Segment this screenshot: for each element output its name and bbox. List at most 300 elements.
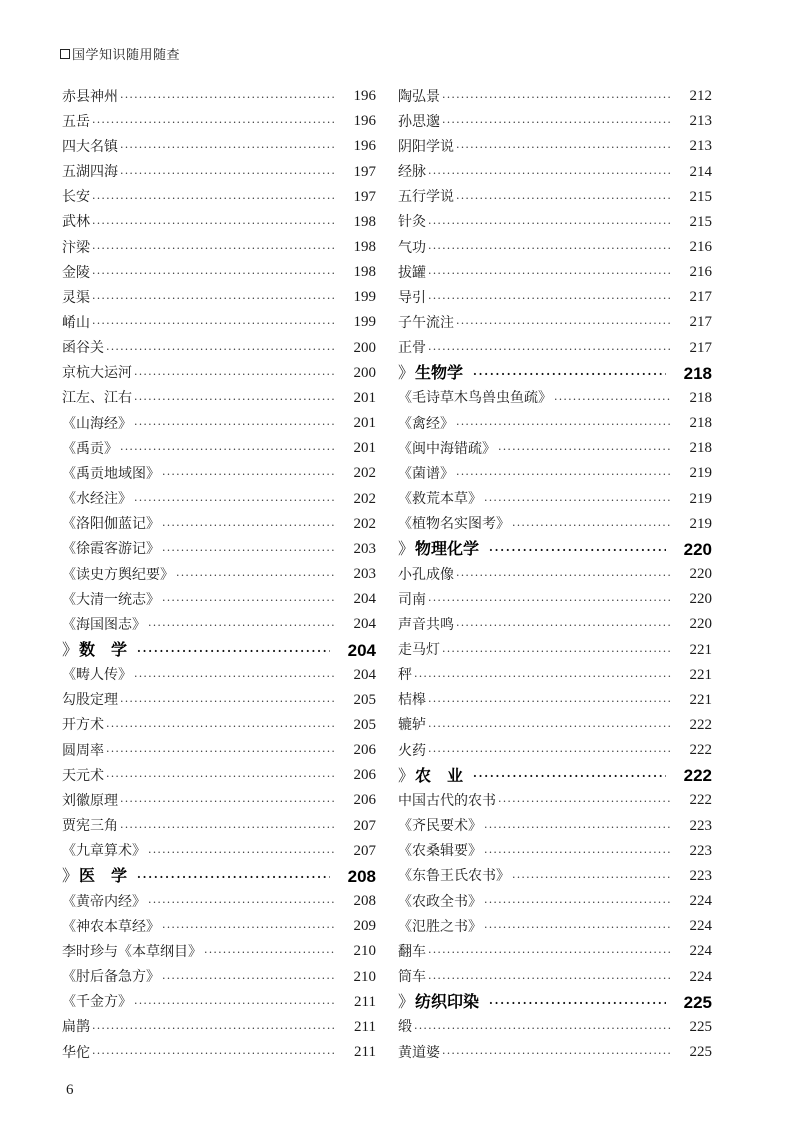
toc-entry[interactable] xyxy=(398,260,712,285)
toc-entry[interactable] xyxy=(398,864,712,889)
page-ref: 199 xyxy=(353,314,376,331)
toc-entry[interactable] xyxy=(62,788,376,813)
dot-leader xyxy=(428,947,672,958)
toc-entry[interactable] xyxy=(398,185,712,210)
toc-entry[interactable] xyxy=(398,436,712,461)
entry-title: 《山海经》 xyxy=(62,415,132,432)
page-ref: 224 xyxy=(689,968,712,985)
toc-entry[interactable] xyxy=(398,788,712,813)
entry-title: 《农政全书》 xyxy=(398,893,482,910)
page-ref: 220 xyxy=(689,591,712,608)
entry-title: 《海国图志》 xyxy=(62,616,146,633)
toc-entry[interactable] xyxy=(62,285,376,310)
dot-leader xyxy=(134,394,336,405)
toc-entry[interactable] xyxy=(62,612,376,637)
page-ref: 198 xyxy=(353,264,376,281)
page-ref: 223 xyxy=(689,842,712,859)
page-ref: 202 xyxy=(353,490,376,507)
toc-column-right xyxy=(398,84,712,1065)
entry-title: 汴梁 xyxy=(62,239,90,256)
dot-leader xyxy=(148,897,336,908)
toc-entry[interactable] xyxy=(398,512,712,537)
section-title-text: 纺织印染 xyxy=(415,992,480,1012)
dot-leader xyxy=(484,897,672,908)
toc-entry[interactable] xyxy=(62,461,376,486)
section-title-text: 生物学 xyxy=(415,363,464,383)
dot-leader xyxy=(137,872,330,883)
entry-title: 扁鹊 xyxy=(62,1019,90,1036)
page-ref: 203 xyxy=(353,540,376,557)
dot-leader xyxy=(92,1023,336,1034)
toc-entry[interactable] xyxy=(398,386,712,411)
dot-leader xyxy=(512,520,672,531)
dot-leader xyxy=(134,369,336,380)
toc-entry[interactable] xyxy=(398,1040,712,1065)
page-ref: 216 xyxy=(689,264,712,281)
dot-leader xyxy=(162,595,336,606)
entry-title: 《氾胜之书》 xyxy=(398,918,482,935)
toc-entry[interactable] xyxy=(398,713,712,738)
page-ref: 196 xyxy=(353,88,376,105)
page-ref: 223 xyxy=(689,867,712,884)
section-title xyxy=(398,994,479,1010)
dot-leader xyxy=(92,1048,336,1059)
page-ref: 206 xyxy=(353,742,376,759)
page-ref: 196 xyxy=(353,138,376,155)
page-ref: 222 xyxy=(689,792,712,809)
entry-title: 翻车 xyxy=(398,943,426,960)
toc-entry[interactable] xyxy=(398,562,712,587)
entry-title: 武林 xyxy=(62,214,90,231)
toc-entry[interactable] xyxy=(62,713,376,738)
page-ref: 224 xyxy=(689,943,712,960)
toc-entry[interactable] xyxy=(398,159,712,184)
dot-leader xyxy=(512,872,672,883)
dot-leader xyxy=(428,696,672,707)
toc-entry[interactable] xyxy=(62,260,376,285)
dot-leader xyxy=(473,771,666,782)
dot-leader xyxy=(120,444,336,455)
dot-leader xyxy=(120,796,336,807)
dot-leader xyxy=(134,671,336,682)
page-ref: 202 xyxy=(353,465,376,482)
toc-entry[interactable] xyxy=(62,1015,376,1040)
page-ref: 217 xyxy=(689,314,712,331)
toc-section-heading[interactable] xyxy=(398,990,712,1015)
toc-entry[interactable] xyxy=(398,487,712,512)
entry-title: 崤山 xyxy=(62,314,90,331)
page-ref: 209 xyxy=(353,918,376,935)
page-ref: 204 xyxy=(353,616,376,633)
page-ref: 197 xyxy=(353,188,376,205)
section-marker-icon: 》 xyxy=(398,539,415,559)
dot-leader xyxy=(428,721,672,732)
dot-leader xyxy=(456,570,672,581)
entry-title: 《禹贡地域图》 xyxy=(62,465,160,482)
page-ref: 200 xyxy=(353,364,376,381)
section-title-text: 物理化学 xyxy=(415,539,480,559)
page-ref: 197 xyxy=(353,163,376,180)
entry-title: 《九章算术》 xyxy=(62,843,146,860)
entry-title: 刘徽原理 xyxy=(62,792,118,809)
toc-entry[interactable] xyxy=(398,688,712,713)
page-ref: 196 xyxy=(353,113,376,130)
toc-entry[interactable] xyxy=(62,914,376,939)
dot-leader xyxy=(120,822,336,833)
page-ref: 218 xyxy=(689,415,712,432)
page-ref: 219 xyxy=(689,490,712,507)
dot-leader xyxy=(428,168,672,179)
entry-title: 灵渠 xyxy=(62,289,90,306)
section-marker-icon: 》 xyxy=(62,640,79,660)
entry-title: 《闽中海错疏》 xyxy=(398,440,496,457)
page-ref: 204 xyxy=(353,591,376,608)
toc-entry[interactable] xyxy=(398,285,712,310)
toc-entry[interactable] xyxy=(62,185,376,210)
toc-entry[interactable] xyxy=(62,134,376,159)
toc-entry[interactable] xyxy=(398,1015,712,1040)
toc-entry[interactable] xyxy=(62,336,376,361)
page-ref: 210 xyxy=(353,943,376,960)
dot-leader xyxy=(484,847,672,858)
page-ref: 224 xyxy=(689,893,712,910)
dot-leader xyxy=(92,268,336,279)
entry-title: 气功 xyxy=(398,239,426,256)
toc-entry[interactable] xyxy=(62,939,376,964)
entry-title: 江左、江右 xyxy=(62,390,132,407)
dot-leader xyxy=(484,495,672,506)
toc-section-heading[interactable] xyxy=(398,361,712,386)
dot-leader xyxy=(554,394,672,405)
page-ref: 206 xyxy=(353,792,376,809)
entry-title: 阴阳学说 xyxy=(398,138,454,155)
entry-title: 孙思邈 xyxy=(398,113,440,130)
entry-title: 拔罐 xyxy=(398,264,426,281)
toc-entry[interactable] xyxy=(398,637,712,662)
page-ref: 221 xyxy=(689,641,712,658)
entry-title: 赤县神州 xyxy=(62,88,118,105)
entry-title: 《禹贡》 xyxy=(62,440,118,457)
toc-entry[interactable] xyxy=(62,84,376,109)
dot-leader xyxy=(428,973,672,984)
toc-entry[interactable] xyxy=(62,512,376,537)
entry-title: 桔槔 xyxy=(398,692,426,709)
dot-leader xyxy=(442,646,672,657)
toc-entry[interactable] xyxy=(62,411,376,436)
toc-entry[interactable] xyxy=(62,814,376,839)
dot-leader xyxy=(137,646,330,657)
page-ref: 204 xyxy=(347,640,376,660)
toc-entry[interactable] xyxy=(62,537,376,562)
dot-leader xyxy=(162,520,336,531)
dot-leader xyxy=(456,318,672,329)
toc-entry[interactable] xyxy=(398,336,712,361)
dot-leader xyxy=(484,822,672,833)
toc-entry[interactable] xyxy=(62,210,376,235)
entry-title: 《读史方舆纪要》 xyxy=(62,566,174,583)
dot-leader xyxy=(498,444,672,455)
entry-title: 陶弘景 xyxy=(398,88,440,105)
page-ref: 211 xyxy=(354,993,376,1010)
page-ref: 206 xyxy=(353,767,376,784)
toc-entry[interactable] xyxy=(62,562,376,587)
toc-entry[interactable] xyxy=(398,587,712,612)
toc-entry[interactable] xyxy=(398,134,712,159)
entry-title: 《洛阳伽蓝记》 xyxy=(62,516,160,533)
page-ref: 215 xyxy=(689,188,712,205)
toc-entry[interactable] xyxy=(398,889,712,914)
toc-section-heading[interactable] xyxy=(62,864,376,889)
page-ref: 220 xyxy=(683,539,712,559)
page-ref: 218 xyxy=(689,440,712,457)
toc-entry[interactable] xyxy=(62,688,376,713)
dot-leader xyxy=(162,469,336,480)
page-ref: 219 xyxy=(689,465,712,482)
toc-entry[interactable] xyxy=(398,310,712,335)
page-ref: 220 xyxy=(689,616,712,633)
page-ref: 225 xyxy=(683,992,712,1012)
section-title xyxy=(398,541,479,557)
page-ref: 212 xyxy=(689,88,712,105)
toc-entry[interactable] xyxy=(62,990,376,1015)
entry-title: 黄道婆 xyxy=(398,1044,440,1061)
section-title xyxy=(62,642,127,658)
dot-leader xyxy=(92,117,336,128)
entry-title: 勾股定理 xyxy=(62,692,118,709)
dot-leader xyxy=(120,92,336,103)
toc-entry[interactable] xyxy=(398,939,712,964)
entry-title: 缎 xyxy=(398,1019,412,1036)
entry-title: 《神农本草经》 xyxy=(62,918,160,935)
entry-title: 声音共鸣 xyxy=(398,616,454,633)
toc-entry[interactable] xyxy=(398,210,712,235)
dot-leader xyxy=(120,168,336,179)
page-ref: 211 xyxy=(354,1018,376,1035)
dot-leader xyxy=(92,243,336,254)
entry-title: 四大名镇 xyxy=(62,138,118,155)
page-ref: 215 xyxy=(689,213,712,230)
section-marker-icon: 》 xyxy=(398,992,415,1012)
toc-entry[interactable] xyxy=(62,663,376,688)
dot-leader xyxy=(414,1023,672,1034)
toc-entry[interactable] xyxy=(62,310,376,335)
page-ref: 200 xyxy=(353,339,376,356)
dot-leader xyxy=(106,721,336,732)
page-ref: 218 xyxy=(683,363,712,383)
dot-leader xyxy=(92,318,336,329)
toc-entry[interactable] xyxy=(62,738,376,763)
section-title-text: 农 业 xyxy=(415,765,464,785)
section-title xyxy=(62,868,127,884)
dot-leader xyxy=(106,746,336,757)
entry-title: 《黄帝内经》 xyxy=(62,893,146,910)
toc-entry[interactable] xyxy=(62,109,376,134)
entry-title: 《大清一统志》 xyxy=(62,591,160,608)
running-title: 国学知识随用随查 xyxy=(72,48,181,63)
dot-leader xyxy=(162,545,336,556)
page-ref: 213 xyxy=(689,138,712,155)
entry-title: 小孔成像 xyxy=(398,566,454,583)
page-ref: 202 xyxy=(353,515,376,532)
dot-leader xyxy=(442,117,672,128)
entry-title: 筒车 xyxy=(398,969,426,986)
toc-entry[interactable] xyxy=(62,839,376,864)
page-ref: 221 xyxy=(689,666,712,683)
page-ref: 224 xyxy=(689,918,712,935)
page-ref: 204 xyxy=(353,666,376,683)
entry-title: 《禽经》 xyxy=(398,415,454,432)
dot-leader xyxy=(428,218,672,229)
dot-leader xyxy=(456,419,672,430)
toc-entry[interactable] xyxy=(62,763,376,788)
dot-leader xyxy=(428,595,672,606)
page-ref: 201 xyxy=(353,415,376,432)
toc-entry[interactable] xyxy=(398,964,712,989)
page-ref: 217 xyxy=(689,339,712,356)
section-marker-icon: 》 xyxy=(398,363,415,383)
page-ref: 221 xyxy=(689,691,712,708)
toc-section-heading[interactable] xyxy=(398,537,712,562)
dot-leader xyxy=(120,142,336,153)
entry-title: 《救荒本草》 xyxy=(398,491,482,508)
dot-leader xyxy=(148,620,336,631)
entry-title: 《毛诗草木鸟兽虫鱼疏》 xyxy=(398,390,552,407)
toc-entry[interactable] xyxy=(398,84,712,109)
section-title-text: 医 学 xyxy=(79,866,128,886)
page-ref: 214 xyxy=(689,163,712,180)
page-ref: 201 xyxy=(353,389,376,406)
dot-leader xyxy=(456,193,672,204)
dot-leader xyxy=(134,998,336,1009)
page-ref: 207 xyxy=(353,842,376,859)
toc-entry[interactable] xyxy=(398,612,712,637)
dot-leader xyxy=(204,947,336,958)
page-ref: 210 xyxy=(353,968,376,985)
dot-leader xyxy=(484,922,672,933)
toc-entry[interactable] xyxy=(62,235,376,260)
entry-title: 贾宪三角 xyxy=(62,818,118,835)
entry-title: 秤 xyxy=(398,667,412,684)
toc-entry[interactable] xyxy=(62,1040,376,1065)
dot-leader xyxy=(106,344,336,355)
dot-leader xyxy=(92,293,336,304)
toc-entry[interactable] xyxy=(398,663,712,688)
toc-entry[interactable] xyxy=(398,235,712,260)
page-ref: 207 xyxy=(353,817,376,834)
entry-title: 《肘后备急方》 xyxy=(62,969,160,986)
toc-entry[interactable] xyxy=(398,461,712,486)
entry-title: 子午流注 xyxy=(398,314,454,331)
toc-entry[interactable] xyxy=(62,159,376,184)
entry-title: 《菌谱》 xyxy=(398,465,454,482)
entry-title: 司南 xyxy=(398,591,426,608)
dot-leader xyxy=(134,419,336,430)
square-bullet-icon xyxy=(60,49,70,59)
page-ref: 211 xyxy=(354,1044,376,1061)
dot-leader xyxy=(162,922,336,933)
dot-leader xyxy=(106,771,336,782)
entry-title: 《植物名实图考》 xyxy=(398,516,510,533)
toc-entry[interactable] xyxy=(62,386,376,411)
entry-title: 华佗 xyxy=(62,1044,90,1061)
dot-leader xyxy=(428,746,672,757)
page-ref: 219 xyxy=(689,515,712,532)
entry-title: 《农桑辑要》 xyxy=(398,843,482,860)
dot-leader xyxy=(428,243,672,254)
page-ref: 201 xyxy=(353,440,376,457)
dot-leader xyxy=(414,671,672,682)
dot-leader xyxy=(442,1048,672,1059)
dot-leader xyxy=(428,344,672,355)
entry-title: 京杭大运河 xyxy=(62,365,132,382)
entry-title: 长安 xyxy=(62,189,90,206)
entry-title: 《畴人传》 xyxy=(62,667,132,684)
page-ref: 205 xyxy=(353,716,376,733)
dot-leader xyxy=(148,847,336,858)
dot-leader xyxy=(120,696,336,707)
page-ref: 225 xyxy=(689,1044,712,1061)
page-ref: 208 xyxy=(353,893,376,910)
page-ref: 222 xyxy=(689,716,712,733)
toc-entry[interactable] xyxy=(62,587,376,612)
toc-entry[interactable] xyxy=(62,487,376,512)
dot-leader xyxy=(442,92,672,103)
page-ref: 208 xyxy=(347,866,376,886)
entry-title: 辘轳 xyxy=(398,717,426,734)
toc-section-heading[interactable] xyxy=(62,637,376,662)
page-ref: 213 xyxy=(689,113,712,130)
toc-entry[interactable] xyxy=(398,738,712,763)
section-marker-icon: 》 xyxy=(62,866,79,886)
page-ref: 225 xyxy=(689,1018,712,1035)
toc-entry[interactable] xyxy=(398,411,712,436)
entry-title: 《东鲁王氏农书》 xyxy=(398,868,510,885)
page-number: 6 xyxy=(66,1082,74,1098)
toc-entry[interactable] xyxy=(398,839,712,864)
entry-title: 经脉 xyxy=(398,164,426,181)
entry-title: 李时珍与《本草纲目》 xyxy=(62,943,202,960)
running-head xyxy=(60,44,180,63)
dot-leader xyxy=(456,469,672,480)
page-ref: 218 xyxy=(689,389,712,406)
page-ref: 223 xyxy=(689,817,712,834)
dot-leader xyxy=(489,998,666,1009)
entry-title: 五岳 xyxy=(62,113,90,130)
toc-column-left xyxy=(62,84,376,1065)
entry-title: 正骨 xyxy=(398,340,426,357)
entry-title: 《徐霞客游记》 xyxy=(62,541,160,558)
section-title xyxy=(398,365,463,381)
entry-title: 火药 xyxy=(398,742,426,759)
toc-entry[interactable] xyxy=(398,109,712,134)
toc-section-heading[interactable] xyxy=(398,763,712,788)
section-title xyxy=(398,765,464,785)
page-ref: 198 xyxy=(353,239,376,256)
toc-entry[interactable] xyxy=(62,889,376,914)
page-ref: 222 xyxy=(689,742,712,759)
page-ref: 205 xyxy=(353,691,376,708)
toc-entry[interactable] xyxy=(398,814,712,839)
toc-entry[interactable] xyxy=(62,361,376,386)
page-ref: 203 xyxy=(353,566,376,583)
toc-entry[interactable] xyxy=(62,436,376,461)
entry-title: 针灸 xyxy=(398,214,426,231)
toc-entry[interactable] xyxy=(398,914,712,939)
dot-leader xyxy=(162,973,336,984)
toc-entry[interactable] xyxy=(62,964,376,989)
page-ref: 217 xyxy=(689,289,712,306)
entry-title: 《千金方》 xyxy=(62,994,132,1011)
